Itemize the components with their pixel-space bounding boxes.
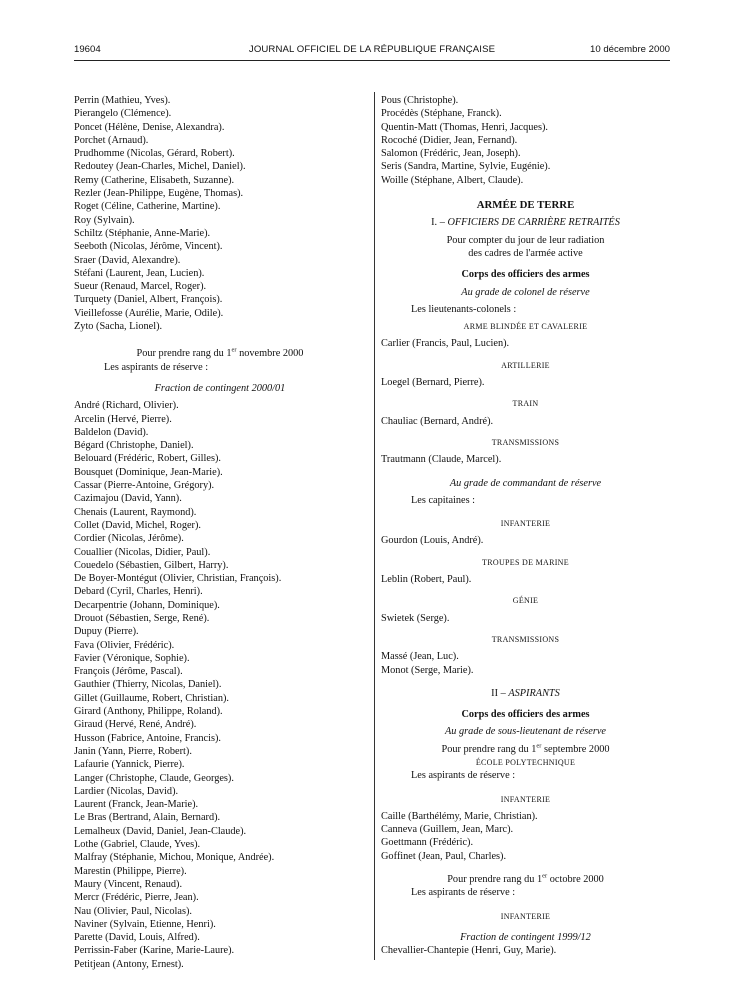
section-2-prefix: II –: [491, 687, 509, 699]
journal-title: JOURNAL OFFICIEL DE LA RÉPUBLIQUE FRANÇAISE: [248, 44, 496, 55]
capitaines-label: Les capitaines :: [411, 494, 476, 506]
list-item: Rezler (Jean-Philippe, Eugène, Thomas).: [74, 188, 244, 200]
list-item: Maury (Vincent, Renaud).: [74, 878, 183, 890]
page-header: [74, 44, 670, 58]
list-item: Husson (Fabrice, Antoine, Francis).: [74, 732, 221, 744]
list-item: Stéfani (Laurent, Jean, Lucien).: [74, 267, 205, 279]
name-list-b: [74, 399, 366, 971]
list-item: Quentin-Matt (Thomas, Henri, Jacques).: [381, 121, 548, 133]
list-item: Pierangelo (Clémence).: [74, 108, 172, 120]
list-item: Parette (David, Louis, Alfred).: [74, 932, 200, 944]
rang-suffix: novembre 2000: [236, 348, 304, 360]
list-item: Rocoché (Didier, Jean, Fernand).: [381, 134, 518, 146]
section-1-heading: [381, 216, 670, 229]
list-item: Giraud (Hervé, René, André).: [74, 719, 197, 731]
rang-sept-sup: er: [536, 742, 542, 750]
rang-oct-sup: er: [542, 872, 548, 880]
name-monot: Monot (Serge, Marie).: [381, 664, 474, 676]
lt-colonels-label: Les lieutenants-colonels :: [411, 303, 517, 315]
list-item: Schiltz (Stéphanie, Anne-Marie).: [74, 227, 211, 239]
aspirants-label-1: Les aspirants de réserve :: [411, 770, 516, 782]
transmissions-heading-2: TRANSMISSIONS: [491, 634, 560, 644]
aspirants-label: Les aspirants de réserve :: [104, 361, 209, 373]
radiation-line-1: Pour compter du jour de leur radiation: [446, 234, 605, 246]
list-item: Lafaurie (Yannick, Pierre).: [74, 759, 185, 771]
name-leblin: Leblin (Robert, Paul).: [381, 574, 472, 586]
list-item: Goettmann (Frédéric).: [381, 837, 474, 849]
corps-heading-2: Corps des officiers des armes: [461, 709, 590, 721]
list-item: Caille (Barthélémy, Marie, Christian).: [381, 810, 538, 822]
list-item: Le Bras (Bertrand, Alain, Bernard).: [74, 812, 221, 824]
list-item: Belouard (Frédéric, Robert, Gilles).: [74, 453, 221, 465]
list-item: Couallier (Nicolas, Didier, Paul).: [74, 546, 211, 558]
list-item: Poncet (Hélène, Denise, Alexandra).: [74, 121, 225, 133]
list-item: Salomon (Frédéric, Jean, Joseph).: [381, 148, 521, 160]
radiation-line-2: des cadres de l'armée active: [468, 247, 583, 259]
list-item: Perrissin-Faber (Karine, Marie-Laure).: [74, 945, 235, 957]
list-item: Lemalheux (David, Daniel, Jean-Claude).: [74, 825, 247, 837]
list-item: Sueur (Renaud, Marcel, Roger).: [74, 281, 207, 293]
list-item: Couedelo (Sébastien, Gilbert, Harry).: [74, 559, 229, 571]
list-item: De Boyer-Montégut (Olivier, Christian, François).: [74, 573, 282, 585]
name-gourdon: Gourdon (Louis, André).: [381, 535, 484, 547]
ecole-polytechnique-heading: ÉCOLE POLYTECHNIQUE: [475, 757, 576, 767]
list-item: Gauthier (Thierry, Nicolas, Daniel).: [74, 679, 222, 691]
infanterie-heading-1: INFANTERIE: [500, 519, 551, 529]
infanterie-heading-2: INFANTERIE: [500, 794, 551, 804]
list-item: Porchet (Arnaud).: [74, 134, 149, 146]
list-item: Collet (David, Michel, Roger).: [74, 519, 201, 531]
list-item: Pous (Christophe).: [381, 95, 459, 106]
arme-blindee-heading: ARME BLINDÉE ET CAVALERIE: [463, 322, 588, 332]
list-item: Laurent (Franck, Jean-Marie).: [74, 799, 199, 811]
list-item: Seeboth (Nicolas, Jérôme, Vincent).: [74, 241, 223, 253]
troupes-marine-heading: TROUPES DE MARINE: [482, 557, 569, 567]
name-trautmann: Trautmann (Claude, Marcel).: [381, 454, 502, 466]
name-list-polytechnique: [381, 810, 670, 863]
list-item: Roget (Céline, Catherine, Martine).: [74, 201, 221, 213]
list-item: Goffinet (Jean, Paul, Charles).: [381, 850, 507, 862]
list-item: Cazimajou (David, Yann).: [74, 493, 182, 505]
list-item: Canneva (Guillem, Jean, Marc).: [381, 824, 514, 836]
list-item: Lardier (Nicolas, David).: [74, 785, 179, 797]
armee-heading: ARMÉE DE TERRE: [476, 199, 575, 212]
list-item: Baldelon (David).: [74, 426, 149, 438]
section-1-prefix: I. –: [431, 217, 448, 229]
fraction-heading: Fraction de contingent 2000/01: [154, 382, 286, 394]
list-item: Naviner (Sylvain, Etienne, Henri).: [74, 918, 216, 930]
rang-october: [381, 873, 670, 886]
header-rule: [74, 60, 670, 61]
list-item: Drouot (Sébastien, Serge, René).: [74, 612, 210, 624]
list-item: Janin (Yann, Pierre, Robert).: [74, 745, 192, 757]
name-masse: Massé (Jean, Luc).: [381, 651, 459, 663]
rang-sept-suffix: septembre 2000: [541, 743, 610, 755]
left-column: [74, 94, 366, 971]
list-item: Seris (Sandra, Martine, Sylvie, Eugénie).: [381, 161, 551, 173]
list-item: Decarpentrie (Johann, Dominique).: [74, 599, 220, 611]
issue-date: 10 décembre 2000: [589, 44, 670, 55]
transmissions-heading-1: TRANSMISSIONS: [491, 437, 560, 447]
artillerie-heading: ARTILLERIE: [501, 360, 550, 370]
list-item: Chenais (Laurent, Raymond).: [74, 506, 197, 518]
grade-commandant: Au grade de commandant de réserve: [449, 477, 602, 489]
aspirants-label-2: Les aspirants de réserve :: [411, 887, 516, 899]
list-item: Cordier (Nicolas, Jérôme).: [74, 533, 184, 545]
list-item: Remy (Catherine, Elisabeth, Suzanne).: [74, 174, 235, 186]
column-divider: [374, 92, 375, 960]
section-2-title: ASPIRANTS: [508, 687, 560, 699]
infanterie-heading-3: INFANTERIE: [500, 911, 551, 921]
grade-colonel: Au grade de colonel de réserve: [461, 286, 590, 298]
rang-sept-prefix: Pour prendre rang du 1: [441, 743, 537, 755]
rang-sup: er: [231, 346, 237, 354]
genie-heading: GÉNIE: [512, 596, 539, 606]
list-item: Procédès (Stéphane, Franck).: [381, 108, 502, 120]
list-item: Bégard (Christophe, Daniel).: [74, 440, 194, 452]
name-loegel: Loegel (Bernard, Pierre).: [381, 377, 485, 389]
list-item: Marestin (Philippe, Pierre).: [74, 865, 187, 877]
name-chauliac: Chauliac (Bernard, André).: [381, 415, 494, 427]
list-item: Langer (Christophe, Claude, Georges).: [74, 772, 234, 784]
fraction-heading-2: Fraction de contingent 1999/12: [460, 931, 591, 943]
list-item: Vieillefosse (Aurélie, Marie, Odile).: [74, 307, 224, 319]
list-item: Perrin (Mathieu, Yves).: [74, 95, 171, 106]
list-item: Redoutey (Jean-Charles, Michel, Daniel).: [74, 161, 246, 173]
list-item: Prudhomme (Nicolas, Gérard, Robert).: [74, 148, 235, 160]
page-number: 19604: [74, 44, 101, 55]
list-item: André (Richard, Olivier).: [74, 400, 179, 412]
list-item: Roy (Sylvain).: [74, 214, 135, 226]
list-item: Zyto (Sacha, Lionel).: [74, 321, 163, 333]
list-item: Nau (Olivier, Paul, Nicolas).: [74, 905, 192, 917]
rang-oct-suffix: octobre 2000: [547, 874, 604, 886]
list-item: Turquety (Daniel, Albert, François).: [74, 294, 223, 306]
grade-sous-lieutenant: Au grade de sous-lieutenant de réserve: [445, 726, 606, 738]
list-item: Gillet (Guillaume, Robert, Christian).: [74, 692, 229, 704]
name-chevallier: Chevallier-Chantepie (Henri, Guy, Marie).: [381, 945, 557, 957]
name-swietek: Swietek (Serge).: [381, 612, 450, 624]
list-item: Fava (Olivier, Frédéric).: [74, 639, 175, 651]
name-carlier: Carlier (Francis, Paul, Lucien).: [381, 338, 510, 350]
list-item: Mercr (Frédéric, Pierre, Jean).: [74, 892, 199, 904]
list-item: Bousquet (Dominique, Jean-Marie).: [74, 466, 223, 478]
list-item: Cassar (Pierre-Antoine, Grégory).: [74, 480, 215, 492]
list-item: Arcelin (Hervé, Pierre).: [74, 413, 172, 425]
rang-prefix: Pour prendre rang du 1: [136, 348, 232, 360]
list-item: Malfray (Stéphanie, Michou, Monique, Andrée).: [74, 852, 275, 864]
list-item: Dupuy (Pierre).: [74, 626, 139, 638]
name-list-top: [381, 94, 670, 187]
list-item: François (Jérôme, Pascal).: [74, 666, 183, 678]
section-2-heading: [381, 687, 670, 700]
list-item: Favier (Véronique, Sophie).: [74, 652, 190, 664]
list-item: Girard (Anthony, Philippe, Roland).: [74, 706, 223, 718]
rang-september: [381, 743, 670, 756]
right-column: [381, 94, 670, 958]
rang-oct-prefix: Pour prendre rang du 1: [447, 874, 543, 886]
rang-november: [74, 347, 366, 360]
train-heading: TRAIN: [512, 399, 539, 409]
corps-heading-1: Corps des officiers des armes: [461, 269, 590, 281]
section-1-title: OFFICIERS DE CARRIÈRE RETRAITÉS: [447, 217, 620, 229]
name-list-a: [74, 94, 366, 333]
list-item: Lothe (Gabriel, Claude, Yves).: [74, 839, 201, 851]
list-item: Debard (Cyril, Charles, Henri).: [74, 586, 203, 598]
list-item: Woille (Stéphane, Albert, Claude).: [381, 174, 524, 186]
list-item: Petitjean (Antony, Ernest).: [74, 958, 184, 970]
list-item: Sraer (David, Alexandre).: [74, 254, 181, 266]
